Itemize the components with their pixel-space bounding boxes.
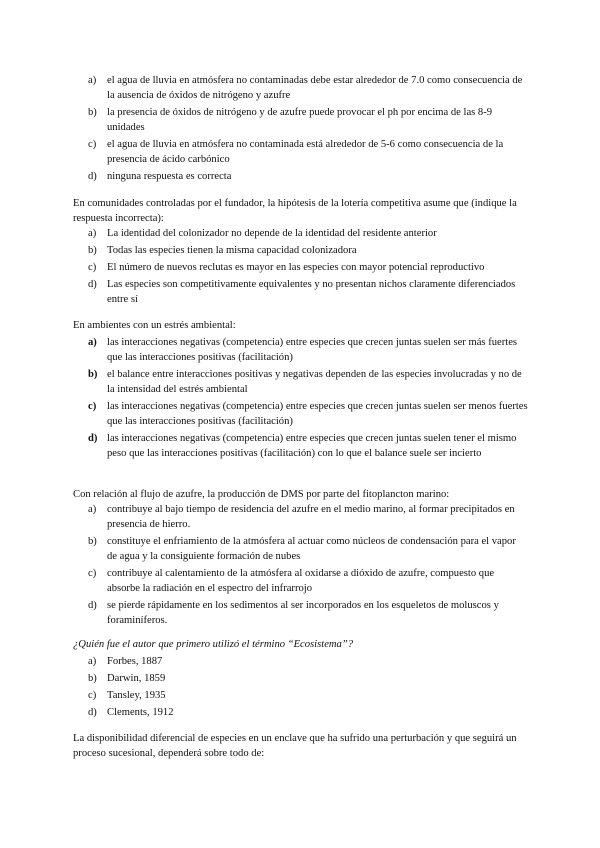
question-4-option-c <box>73 566 528 596</box>
question-1-option-d <box>73 169 528 184</box>
question-5-option-a <box>73 654 528 669</box>
option-text: las interacciones negativas (competencia) entre especies que crecen juntas suelen ser menos fuertes que las interacciones positivas (facilitación) <box>107 401 528 427</box>
option-text: las interacciones negativas (competencia) entre especies que crecen juntas suelen tener el mismo peso que las interacciones positivas (facilitación) con lo que el balance suele ser incierto <box>107 433 517 459</box>
question-5-stem: ¿Quién fue el autor que primero utilizó el término “Ecosistema”? <box>73 639 354 650</box>
option-label: a) <box>88 337 97 348</box>
option-text: Todas las especies tienen la misma capacidad colonizadora <box>107 245 357 256</box>
question-2-option-c <box>73 260 528 275</box>
option-label: d) <box>88 171 97 182</box>
option-text: la presencia de óxidos de nitrógeno y de azufre puede provocar el ph por encima de las 8-9 unidades <box>107 107 493 133</box>
option-label: b) <box>88 536 97 547</box>
question-3 <box>73 318 528 463</box>
option-label: a) <box>88 656 97 667</box>
option-text: el balance entre interacciones positivas y negativas dependen de las especies involucradas y no de la intensidad del estrés ambiental <box>107 369 522 395</box>
question-1-option-b <box>73 105 528 135</box>
question-3-option-b <box>73 367 528 397</box>
option-text: Forbes, 1887 <box>107 656 163 667</box>
option-text: contribuye al bajo tiempo de residencia del azufre en el medio marino, al formar precipitados en presencia de hierro. <box>107 504 515 530</box>
question-6 <box>73 731 528 761</box>
question-3-option-a <box>73 335 528 365</box>
question-6-stem: La disponibilidad diferencial de especies en un enclave que ha sufrido una perturbación y que seguirá un proceso sucesional, dependerá sobre todo de: <box>73 733 517 759</box>
option-text: Las especies son competitivamente equivalentes y no presentan nichos claramente diferenciados entre sí <box>107 279 516 305</box>
question-2-option-b <box>73 243 528 258</box>
option-label: a) <box>88 228 97 239</box>
option-label: c) <box>88 262 97 273</box>
question-2-option-d <box>73 277 528 307</box>
question-2 <box>73 196 528 309</box>
option-label: b) <box>88 369 98 380</box>
option-text: se pierde rápidamente en los sedimentos al ser incorporados en los esqueletos de moluscos y foraminíferos. <box>107 600 499 626</box>
option-label: c) <box>88 139 97 150</box>
option-text: La identidad del colonizador no depende de la identidad del residente anterior <box>107 228 437 239</box>
option-text: las interacciones negativas (competencia) entre especies que crecen juntas suelen ser más fuertes que las interacciones positivas (facilitación) <box>107 337 518 363</box>
option-label: c) <box>88 568 97 579</box>
question-1-option-a <box>73 73 528 103</box>
option-label: d) <box>88 433 98 444</box>
question-5-option-b <box>73 671 528 686</box>
question-5-option-c <box>73 688 528 703</box>
question-5-option-d <box>73 705 528 720</box>
option-text: contribuye al calentamiento de la atmósfera al oxidarse a dióxido de azufre, compuesto que absorbe la radiación en el espectro del infrarrojo <box>107 568 495 594</box>
option-text: el agua de lluvia en atmósfera no contaminada está alrededor de 5-6 como consecuencia de la presencia de ácido carbónico <box>107 139 504 165</box>
question-4-stem: Con relación al flujo de azufre, la producción de DMS por parte del fitoplancton marino: <box>73 489 450 500</box>
question-2-option-a <box>73 226 528 241</box>
option-text: Clements, 1912 <box>107 707 174 718</box>
question-4 <box>73 487 528 630</box>
option-text: constituye el enfriamiento de la atmósfera al actuar como núcleos de condensación para el vapor de agua y la consiguiente formación de nubes <box>107 536 516 562</box>
option-text: Darwin, 1859 <box>107 673 166 684</box>
question-3-stem: En ambientes con un estrés ambiental: <box>73 320 236 331</box>
option-text: El número de nuevos reclutas es mayor en las especies con mayor potencial reproductivo <box>107 262 485 273</box>
option-label: c) <box>88 690 97 701</box>
option-label: d) <box>88 279 97 290</box>
option-text: ninguna respuesta es correcta <box>107 171 232 182</box>
question-1 <box>73 73 528 186</box>
question-4-option-a <box>73 502 528 532</box>
option-text: el agua de lluvia en atmósfera no contaminadas debe estar alrededor de 7.0 como consecuencia de la ausencia de óxidos de nitrógeno y azufre <box>107 75 523 101</box>
option-label: b) <box>88 673 97 684</box>
option-label: a) <box>88 75 97 86</box>
question-4-option-b <box>73 534 528 564</box>
option-label: d) <box>88 707 97 718</box>
option-text: Tansley, 1935 <box>107 690 166 701</box>
question-4-option-d <box>73 598 528 628</box>
option-label: c) <box>88 401 97 412</box>
question-3-option-d <box>73 431 528 461</box>
option-label: a) <box>88 504 97 515</box>
question-2-stem: En comunidades controladas por el fundador, la hipótesis de la lotería competitiva asume que (indique la respuesta incorrecta): <box>73 198 517 224</box>
question-1-option-c <box>73 137 528 167</box>
option-label: b) <box>88 245 97 256</box>
option-label: b) <box>88 107 97 118</box>
question-3-option-c <box>73 399 528 429</box>
question-5 <box>73 637 528 722</box>
option-label: d) <box>88 600 97 611</box>
